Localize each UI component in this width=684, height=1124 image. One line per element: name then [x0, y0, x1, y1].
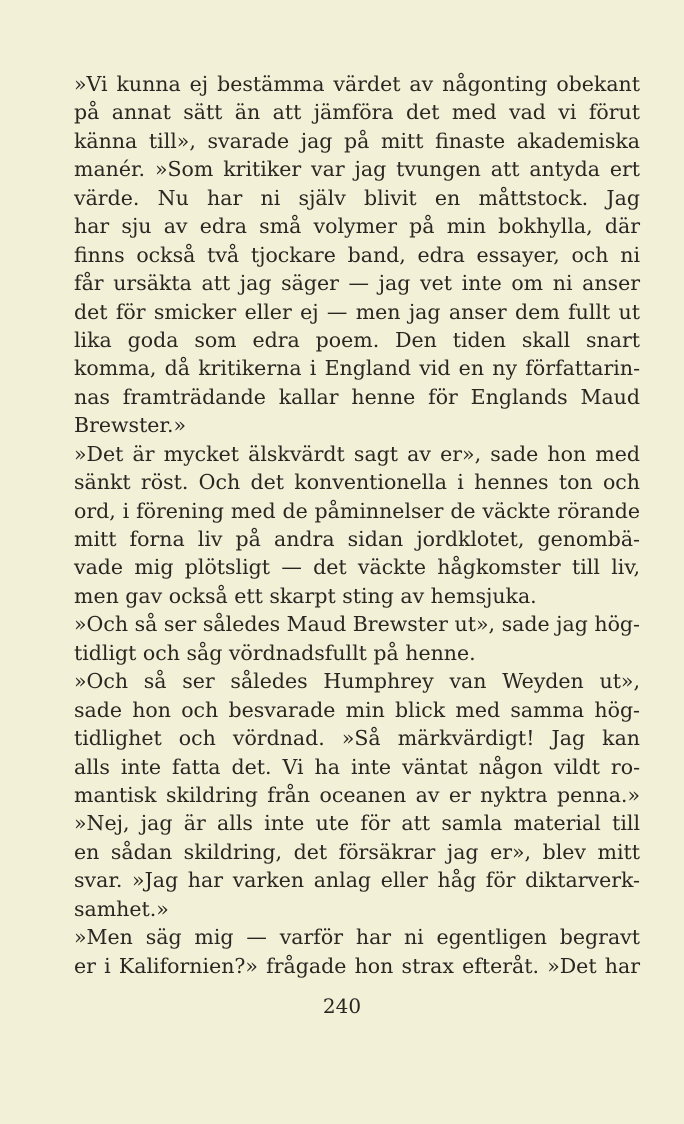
text-line: svar. »Jag har varken anlag eller håg för diktarverk-: [74, 868, 640, 893]
text-line: vade mig plötsligt — det väckte hågkomster till liv,: [74, 555, 640, 580]
text-line: »Och så ser således Maud Brewster ut», sade jag hög-: [74, 612, 640, 637]
text-line: men gav också ett skarpt sting av hemsjuka.: [74, 583, 537, 608]
text-line: samhet.»: [74, 896, 169, 921]
text-line: sade hon och besvarade min blick med samma hög-: [74, 697, 640, 722]
book-page-text: [74, 70, 640, 980]
text-line: en sådan skildring, det försäkrar jag er», blev mitt: [74, 839, 640, 864]
text-line: »Vi kunna ej bestämma värdet av någonting obekant: [74, 72, 640, 96]
page-number: 240: [322, 994, 362, 1018]
text-line: tidligt och såg vördnadsfullt på henne.: [74, 640, 476, 665]
text-line: tidlighet och vördnad. »Så märkvärdigt! Jag kan: [74, 726, 640, 751]
text-line: det för smicker eller ej — men jag anser dem fullt ut: [74, 299, 640, 324]
text-line: får ursäkta att jag säger — jag vet inte om ni anser: [74, 271, 640, 296]
text-line: mantisk skildring från oceanen av er nyktra penna.»: [74, 782, 640, 807]
text-line: »Men säg mig — varför har ni egentligen begravt: [74, 925, 640, 950]
text-line: manér. »Som kritiker var jag tvungen att antyda ert: [74, 157, 640, 182]
text-line: »Och så ser således Humphrey van Weyden ut»,: [74, 669, 640, 694]
text-line: lika goda som edra poem. Den tiden skall snart: [74, 327, 640, 352]
text-line: värde. Nu har ni själv blivit en måttstock. Jag: [74, 185, 640, 210]
text-line: »Det är mycket älskvärdt sagt av er», sade hon med: [74, 441, 640, 466]
text-line: känna till», svarade jag på mitt finaste akademiska: [74, 128, 640, 153]
text-line: ord, i förening med de påminnelser de väckte rörande: [74, 498, 640, 523]
text-line: på annat sätt än att jämföra det med vad vi förut: [74, 100, 640, 125]
text-line: »Nej, jag är alls inte ute för att samla material till: [74, 811, 640, 836]
text-line: finns också två tjockare band, edra essayer, och ni: [74, 242, 640, 267]
text-line: komma, då kritikerna i England vid en ny författarin-: [74, 356, 640, 381]
text-line: er i Kalifornien?» frågade hon strax efteråt. »Det har: [74, 953, 640, 978]
text-line: mitt forna liv på andra sidan jordklotet, genombä-: [74, 527, 640, 551]
text-line: Brewster.»: [74, 413, 187, 438]
text-line: alls inte fatta det. Vi ha inte väntat någon vildt ro-: [74, 754, 640, 779]
text-line: sänkt röst. Och det konventionella i hennes ton och: [74, 470, 640, 495]
text-line: har sju av edra små volymer på min bokhylla, där: [74, 214, 640, 239]
text-line: nas framträdande kallar henne för Englands Maud: [74, 384, 640, 409]
